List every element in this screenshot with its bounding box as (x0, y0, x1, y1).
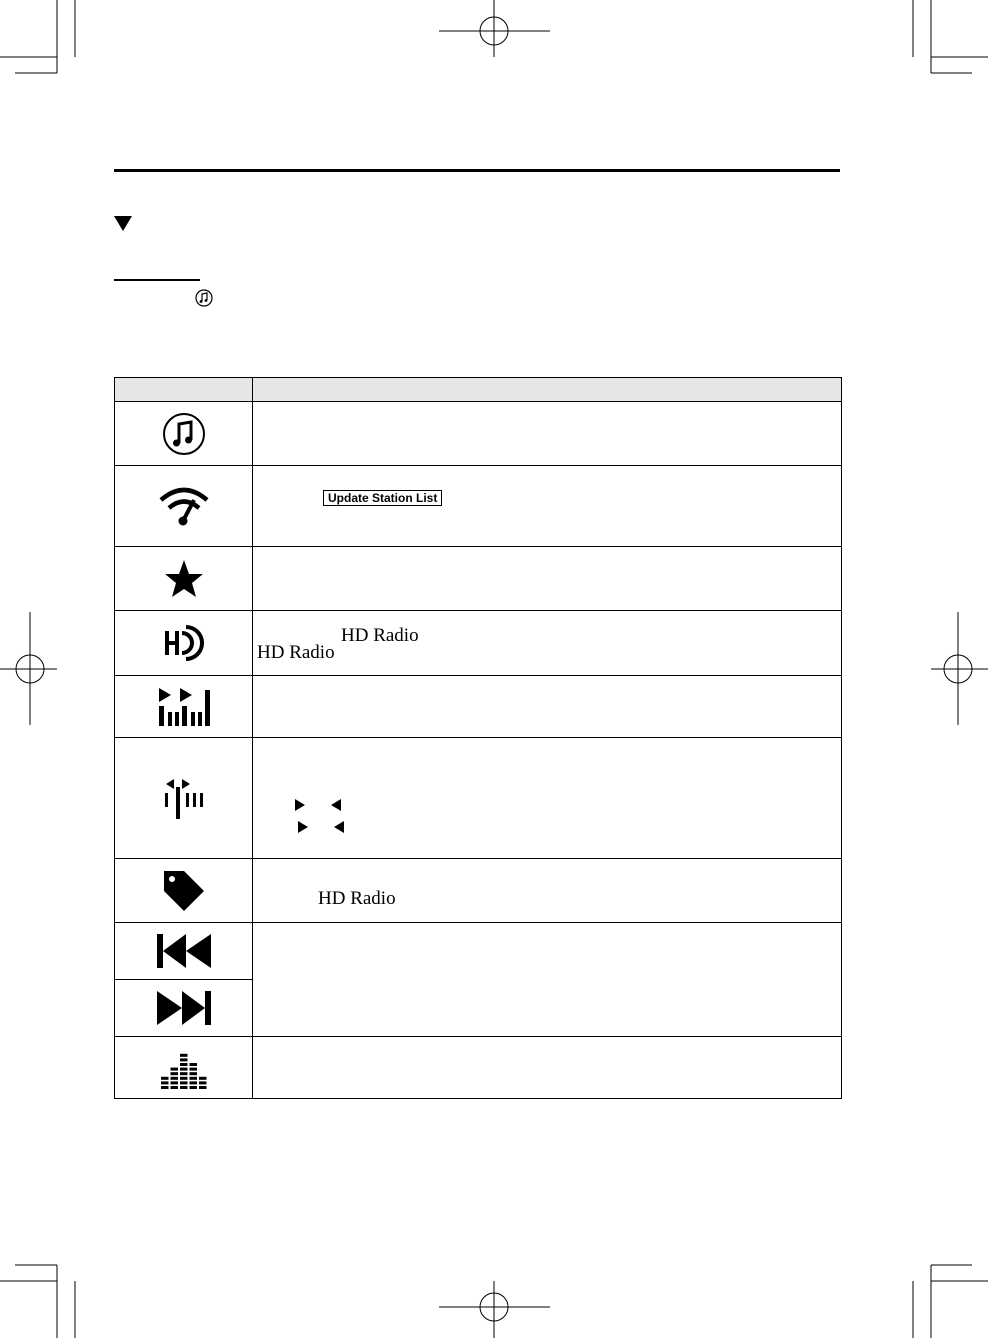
header-cell-icon (115, 378, 253, 402)
equalizer-bar-segment (180, 1053, 188, 1056)
table-row (115, 738, 842, 859)
description-cell (253, 738, 842, 859)
equalizer-bar-segment (189, 1081, 197, 1084)
equalizer-bar-segment (170, 1081, 178, 1084)
station-list-icon (158, 484, 210, 528)
table-row (115, 676, 842, 738)
equalizer-bar-segment (199, 1086, 207, 1089)
equalizer-bar-segment (161, 1076, 169, 1079)
equalizer-bar-segment (161, 1081, 169, 1084)
description-cell (253, 466, 842, 547)
equalizer-bar-segment (170, 1086, 178, 1089)
equalizer-bar-segment (180, 1076, 188, 1079)
equalizer-bar-segment (180, 1063, 188, 1066)
skip-back-icon (156, 933, 212, 969)
table-header-row (115, 378, 842, 402)
equalizer-bar-segment (180, 1067, 188, 1070)
music-note-icon (162, 412, 206, 456)
description-cell (253, 923, 842, 1037)
equalizer-bar-segment (170, 1076, 178, 1079)
table-row (115, 859, 842, 923)
icon-table (114, 377, 842, 1099)
icon-cell (115, 1037, 253, 1099)
equalizer-bar-segment (199, 1081, 207, 1084)
icon-cell (115, 676, 253, 738)
equalizer-bar-segment (180, 1058, 188, 1061)
skip-forward-icon (156, 990, 212, 1026)
equalizer-bar-segment (180, 1072, 188, 1075)
hd-radio-text: HD Radio (341, 625, 419, 646)
icon-cell (115, 402, 253, 466)
table-row (115, 923, 842, 980)
favorite-star-icon (164, 559, 204, 599)
hd-radio-text: HD Radio (318, 888, 396, 909)
equalizer-bar-segment (199, 1076, 207, 1079)
hd-radio-icon (162, 621, 206, 665)
section-triangle-icon (114, 216, 132, 231)
equalizer-bar-segment (189, 1072, 197, 1075)
table-row (115, 1037, 842, 1099)
update-station-list-button: Update Station List (323, 490, 442, 506)
description-cell (253, 859, 842, 923)
equalizer-bar-segment (189, 1086, 197, 1089)
table-row (115, 466, 842, 547)
equalizer-bar-segment (189, 1076, 197, 1079)
hd-radio-text: HD Radio (257, 642, 335, 663)
equalizer-bar-segment (189, 1067, 197, 1070)
subheading-underline (114, 279, 200, 281)
table-row (115, 611, 842, 676)
tune-arrows-icon (293, 797, 345, 837)
scan-icon (157, 686, 211, 728)
equalizer-bar-segment (170, 1067, 178, 1070)
music-note-inline-icon (195, 289, 213, 307)
equalizer-bar-segment (189, 1063, 197, 1066)
icon-cell (115, 859, 253, 923)
icon-cell (115, 611, 253, 676)
equalizer-bar-segment (180, 1086, 188, 1089)
icon-cell (115, 980, 253, 1037)
description-cell (253, 611, 842, 676)
equalizer-bar-segment (170, 1072, 178, 1075)
equalizer-icon (158, 1046, 210, 1090)
equalizer-bar-segment (161, 1086, 169, 1089)
icon-cell (115, 466, 253, 547)
equalizer-bar-segment (180, 1081, 188, 1084)
tag-icon (162, 869, 206, 913)
tune-seek-icon (162, 775, 206, 821)
description-cell (253, 547, 842, 611)
icon-cell (115, 923, 253, 980)
table-row (115, 402, 842, 466)
icon-cell (115, 738, 253, 859)
description-cell (253, 402, 842, 466)
table-row (115, 547, 842, 611)
icon-cell (115, 547, 253, 611)
description-cell (253, 1037, 842, 1099)
header-cell-function (253, 378, 842, 402)
description-cell (253, 676, 842, 738)
header-rule (114, 169, 840, 172)
